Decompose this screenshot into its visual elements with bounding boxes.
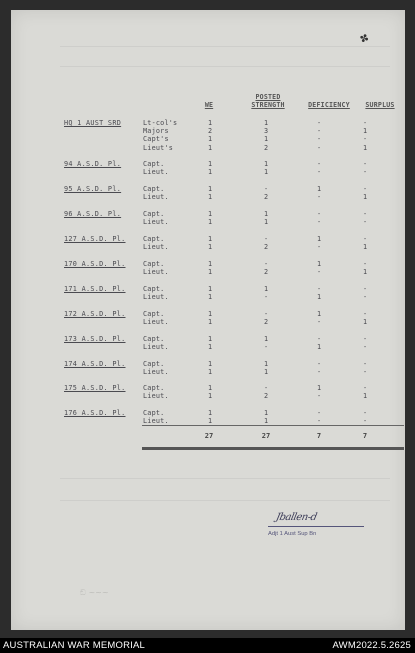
cell-posted: 1 [263, 285, 269, 293]
cell-deficiency: - [316, 335, 322, 343]
rank-label: Capt. [143, 310, 165, 318]
unit-label: 173 A.S.D. Pl. [64, 335, 126, 343]
header-deficiency: DEFICIENCY [308, 101, 350, 109]
cell-we: 1 [207, 135, 213, 144]
cell-posted: 2 [263, 143, 269, 152]
cell-we: 1 [207, 168, 213, 177]
unit-label: 127 A.S.D. Pl. [64, 235, 126, 243]
cell-posted: - [263, 310, 269, 318]
cell-we: 1 [207, 384, 213, 392]
cell-surplus: - [362, 417, 368, 426]
cell-posted: - [263, 185, 269, 193]
cell-deficiency: - [316, 268, 322, 277]
rank-label: Lieut. [143, 243, 169, 252]
cell-surplus: - [362, 310, 368, 318]
cell-deficiency: - [316, 119, 322, 127]
rank-label: Lieut. [143, 293, 169, 302]
cell-surplus: - [362, 260, 368, 268]
cell-we: 1 [207, 417, 213, 426]
cell-posted: 1 [263, 210, 269, 218]
unit-label: 174 A.S.D. Pl. [64, 360, 126, 368]
total-surplus: 7 [362, 432, 368, 440]
show-through-line [60, 500, 390, 501]
cell-surplus: - [362, 218, 368, 227]
total-deficiency: 7 [316, 432, 322, 440]
cell-posted: - [263, 260, 269, 268]
total-posted: 27 [261, 432, 271, 440]
cell-posted: 1 [263, 168, 269, 177]
rank-label: Capt. [143, 360, 165, 368]
cell-we: 1 [207, 193, 213, 202]
cell-posted: 2 [263, 318, 269, 327]
cell-deficiency: 1 [316, 185, 322, 193]
show-through-line [60, 46, 390, 47]
cell-posted: 1 [263, 218, 269, 227]
cell-posted: - [263, 293, 269, 302]
cell-deficiency: - [316, 318, 322, 327]
rank-label: Lieut. [143, 218, 169, 227]
cell-surplus: 1 [362, 392, 368, 401]
bottom-double-rule [142, 447, 404, 450]
rank-label: Capt. [143, 260, 165, 268]
header-surplus: SURPLUS [365, 101, 395, 109]
cell-surplus: - [362, 210, 368, 218]
rank-label: Lieut. [143, 392, 169, 401]
rank-label: Lieut. [143, 343, 169, 352]
header-posted-strength [246, 94, 290, 109]
cell-deficiency: - [316, 392, 322, 401]
signature-caption: Adjt 1 Aust Sup Bn [268, 531, 317, 537]
cell-surplus: - [362, 135, 368, 144]
cell-posted: 1 [263, 409, 269, 417]
cell-we: 1 [207, 368, 213, 377]
cell-we: 1 [207, 243, 213, 252]
rank-label: Lieut. [143, 268, 169, 277]
unit-label: 175 A.S.D. Pl. [64, 384, 126, 392]
show-through-line [60, 66, 390, 67]
header-we: WE [204, 101, 214, 109]
cell-posted: 1 [263, 135, 269, 144]
cell-surplus: - [362, 384, 368, 392]
header-strength: STRENGTH [251, 100, 285, 109]
cell-surplus: - [362, 185, 368, 193]
signature-line [268, 526, 364, 527]
cell-deficiency: - [316, 135, 322, 144]
cell-deficiency: - [316, 127, 322, 136]
cell-surplus: - [362, 360, 368, 368]
cell-surplus: - [362, 160, 368, 168]
cell-posted: - [263, 343, 269, 352]
unit-label: 96 A.S.D. Pl. [64, 210, 122, 218]
cell-posted: 1 [263, 417, 269, 426]
cell-surplus: 1 [362, 127, 368, 136]
cell-surplus: - [362, 343, 368, 352]
cell-surplus: 1 [362, 193, 368, 202]
cell-deficiency: - [316, 368, 322, 377]
cell-deficiency: - [316, 409, 322, 417]
cell-posted: 1 [263, 368, 269, 377]
cell-posted: - [263, 384, 269, 392]
rank-label: Capt. [143, 185, 165, 193]
cell-we: 1 [207, 143, 213, 152]
total-we: 27 [204, 432, 214, 440]
cell-we: 1 [207, 235, 213, 243]
unit-label: HQ 1 AUST SRD [64, 119, 122, 127]
rank-label: Capt. [143, 409, 165, 417]
cell-surplus: - [362, 335, 368, 343]
unit-label: 176 A.S.D. Pl. [64, 409, 126, 417]
cell-deficiency: - [316, 160, 322, 168]
cell-posted: 1 [263, 360, 269, 368]
cell-we: 1 [207, 218, 213, 227]
rank-label: Lieut. [143, 168, 169, 177]
cell-posted: 1 [263, 119, 269, 127]
cell-surplus: - [362, 168, 368, 177]
cell-we: 1 [207, 343, 213, 352]
faint-stamp: ඞ ~~~ [80, 588, 109, 597]
cell-we: 1 [207, 285, 213, 293]
cell-we: 1 [207, 293, 213, 302]
rank-label: Majors [143, 127, 169, 136]
cell-deficiency: 1 [316, 310, 322, 318]
cell-deficiency: - [316, 285, 322, 293]
cell-we: 1 [207, 409, 213, 417]
rank-label: Capt. [143, 285, 165, 293]
pencil-mark: ✤ [357, 29, 371, 47]
show-through-line [60, 478, 390, 479]
cell-deficiency: - [316, 210, 322, 218]
cell-deficiency: - [316, 143, 322, 152]
footer-accession-number: AWM2022.5.2625 [332, 640, 411, 651]
cell-deficiency: - [316, 360, 322, 368]
archive-footer [0, 638, 415, 653]
footer-institution: AUSTRALIAN WAR MEMORIAL [3, 640, 146, 651]
total-rule [142, 425, 404, 426]
cell-deficiency: - [316, 417, 322, 426]
rank-label: Capt. [143, 160, 165, 168]
cell-deficiency: - [316, 168, 322, 177]
cell-surplus: - [362, 409, 368, 417]
cell-we: 1 [207, 260, 213, 268]
rank-label: Lieut. [143, 417, 169, 426]
cell-surplus: - [362, 235, 368, 243]
unit-label: 95 A.S.D. Pl. [64, 185, 122, 193]
cell-deficiency: - [316, 243, 322, 252]
cell-deficiency: 1 [316, 293, 322, 302]
unit-label: 171 A.S.D. Pl. [64, 285, 126, 293]
cell-deficiency: 1 [316, 384, 322, 392]
rank-label: Capt. [143, 384, 165, 392]
cell-posted: 3 [263, 127, 269, 136]
rank-label: Lieut's [143, 143, 174, 152]
cell-posted: 1 [263, 160, 269, 168]
unit-label: 170 A.S.D. Pl. [64, 260, 126, 268]
cell-deficiency: 1 [316, 343, 322, 352]
cell-posted: 1 [263, 335, 269, 343]
cell-surplus: 1 [362, 243, 368, 252]
cell-deficiency: 1 [316, 260, 322, 268]
cell-we: 1 [207, 185, 213, 193]
unit-label: 94 A.S.D. Pl. [64, 160, 122, 168]
cell-surplus: 1 [362, 268, 368, 277]
handwritten-signature: Jballen-d [274, 512, 318, 523]
rank-label: Lieut. [143, 193, 169, 202]
rank-label: Lt-col's [143, 119, 178, 127]
cell-we: 2 [207, 127, 213, 136]
rank-label: Capt. [143, 210, 165, 218]
cell-surplus: - [362, 119, 368, 127]
rank-label: Capt. [143, 235, 165, 243]
cell-posted: 2 [263, 268, 269, 277]
cell-we: 1 [207, 268, 213, 277]
cell-deficiency: 1 [316, 235, 322, 243]
cell-we: 1 [207, 119, 213, 127]
cell-we: 1 [207, 318, 213, 327]
cell-posted: - [263, 235, 269, 243]
rank-label: Capt's [143, 135, 169, 144]
cell-we: 1 [207, 160, 213, 168]
cell-surplus: 1 [362, 318, 368, 327]
cell-posted: 2 [263, 392, 269, 401]
cell-we: 1 [207, 310, 213, 318]
cell-surplus: - [362, 285, 368, 293]
cell-deficiency: - [316, 218, 322, 227]
rank-label: Capt. [143, 335, 165, 343]
cell-deficiency: - [316, 193, 322, 202]
cell-we: 1 [207, 210, 213, 218]
cell-posted: 2 [263, 193, 269, 202]
rank-label: Lieut. [143, 318, 169, 327]
cell-surplus: - [362, 368, 368, 377]
unit-label: 172 A.S.D. Pl. [64, 310, 126, 318]
cell-we: 1 [207, 392, 213, 401]
cell-we: 1 [207, 360, 213, 368]
cell-we: 1 [207, 335, 213, 343]
cell-surplus: - [362, 293, 368, 302]
cell-posted: 2 [263, 243, 269, 252]
rank-label: Lieut. [143, 368, 169, 377]
header-posted: POSTED [255, 93, 281, 101]
cell-surplus: 1 [362, 143, 368, 152]
